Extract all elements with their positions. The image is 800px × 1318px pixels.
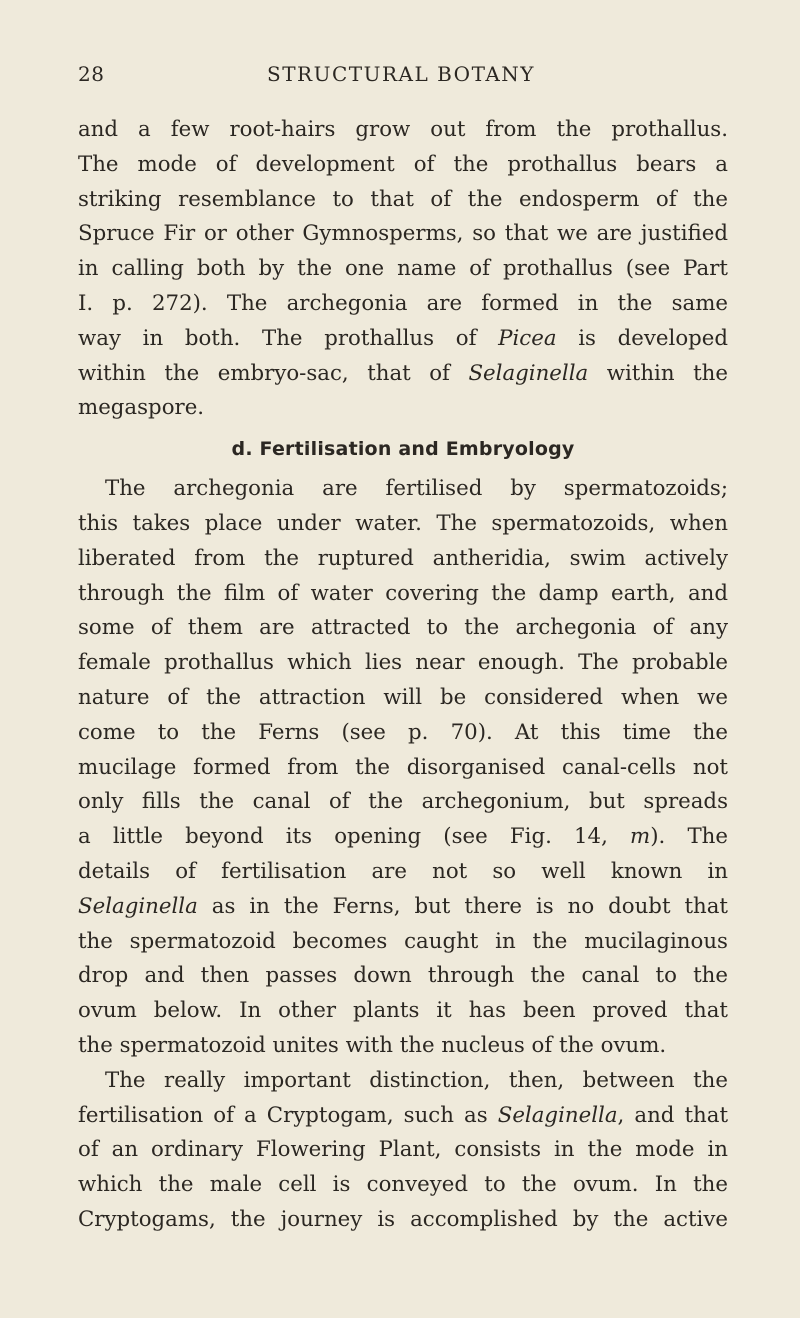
text-segment: is developed (578, 325, 728, 351)
text-segment: within the (606, 360, 728, 386)
text-line: liberated from the ruptured antheridia, swim actively (78, 545, 728, 571)
text-line (78, 890, 728, 925)
body-text (78, 113, 728, 1238)
text-line (78, 820, 728, 855)
section-heading: d. Fertilisation and Embryology (231, 438, 575, 461)
text-segment: way in both. The prothallus of (78, 325, 477, 351)
text-segment: as in the Ferns, but there is no doubt that (211, 893, 728, 919)
text-line: come to the Ferns (see p. 70). At this time the (78, 719, 728, 745)
text-line: striking resemblance to that of the endosperm of the (78, 186, 728, 212)
text-line (78, 1099, 728, 1134)
paragraph (78, 1064, 728, 1238)
text-line: The mode of development of the prothallus bears a (78, 151, 728, 177)
text-line: some of them are attracted to the archegonia of any (78, 615, 728, 641)
page-number: 28 (78, 62, 105, 86)
genus-name: Selaginella (468, 360, 589, 386)
text-line: the spermatozoid unites with the nucleus of the ovum. (78, 1032, 667, 1058)
text-line (78, 357, 728, 392)
text-line: nature of the attraction will be considered when we (78, 684, 728, 710)
text-line: only fills the canal of the archegonium, but spreads (78, 789, 728, 815)
text-segment: ). The (650, 824, 728, 850)
text-line (78, 322, 728, 357)
text-line: The really important distinction, then, between the (105, 1067, 728, 1093)
figure-label: m (630, 824, 651, 850)
text-segment: a little beyond its opening (see Fig. 14, (78, 824, 608, 850)
genus-name: Picea (498, 325, 557, 351)
page-header (78, 62, 724, 96)
running-head: STRUCTURAL BOTANY (267, 62, 535, 86)
text-line: I. p. 272). The archegonia are formed in the same (78, 290, 728, 316)
text-segment: fertilisation of a Cryptogam, such as (78, 1102, 488, 1128)
text-line: and a few root-hairs grow out from the prothallus. (78, 117, 728, 142)
genus-name: Selaginella (78, 893, 198, 919)
text-line: in calling both by the one name of prothallus (see Part (78, 256, 728, 282)
text-line: The archegonia are fertilised by spermatozoids; (105, 476, 728, 502)
text-line: of an ordinary Flowering Plant, consists in the mode in (78, 1137, 728, 1163)
paragraph (78, 113, 728, 426)
text-line: which the male cell is conveyed to the ovum. In the (78, 1172, 728, 1198)
text-line: ovum below. In other plants it has been proved that (78, 998, 728, 1024)
text-line: through the film of water covering the damp earth, and (78, 580, 728, 606)
text-line: megaspore. (78, 395, 205, 421)
text-segment: within the embryo-sac, that of (78, 360, 450, 386)
text-line: mucilage formed from the disorganised canal-cells not (78, 754, 728, 780)
text-line: female prothallus which lies near enough. The probable (78, 650, 728, 676)
genus-name: Selaginella (497, 1102, 618, 1128)
text-line: Cryptogams, the journey is accomplished by the active (78, 1206, 728, 1232)
text-line: details of fertilisation are not so well known in (78, 858, 728, 884)
text-line: drop and then passes down through the canal to the (78, 963, 728, 989)
text-line: the spermatozoid becomes caught in the mucilaginous (78, 928, 728, 954)
text-line: this takes place under water. The spermatozoids, when (78, 510, 728, 536)
paragraph (78, 472, 728, 1064)
text-segment: , and that (617, 1102, 728, 1128)
text-line: Spruce Fir or other Gymnosperms, so that we are justified (78, 221, 728, 247)
